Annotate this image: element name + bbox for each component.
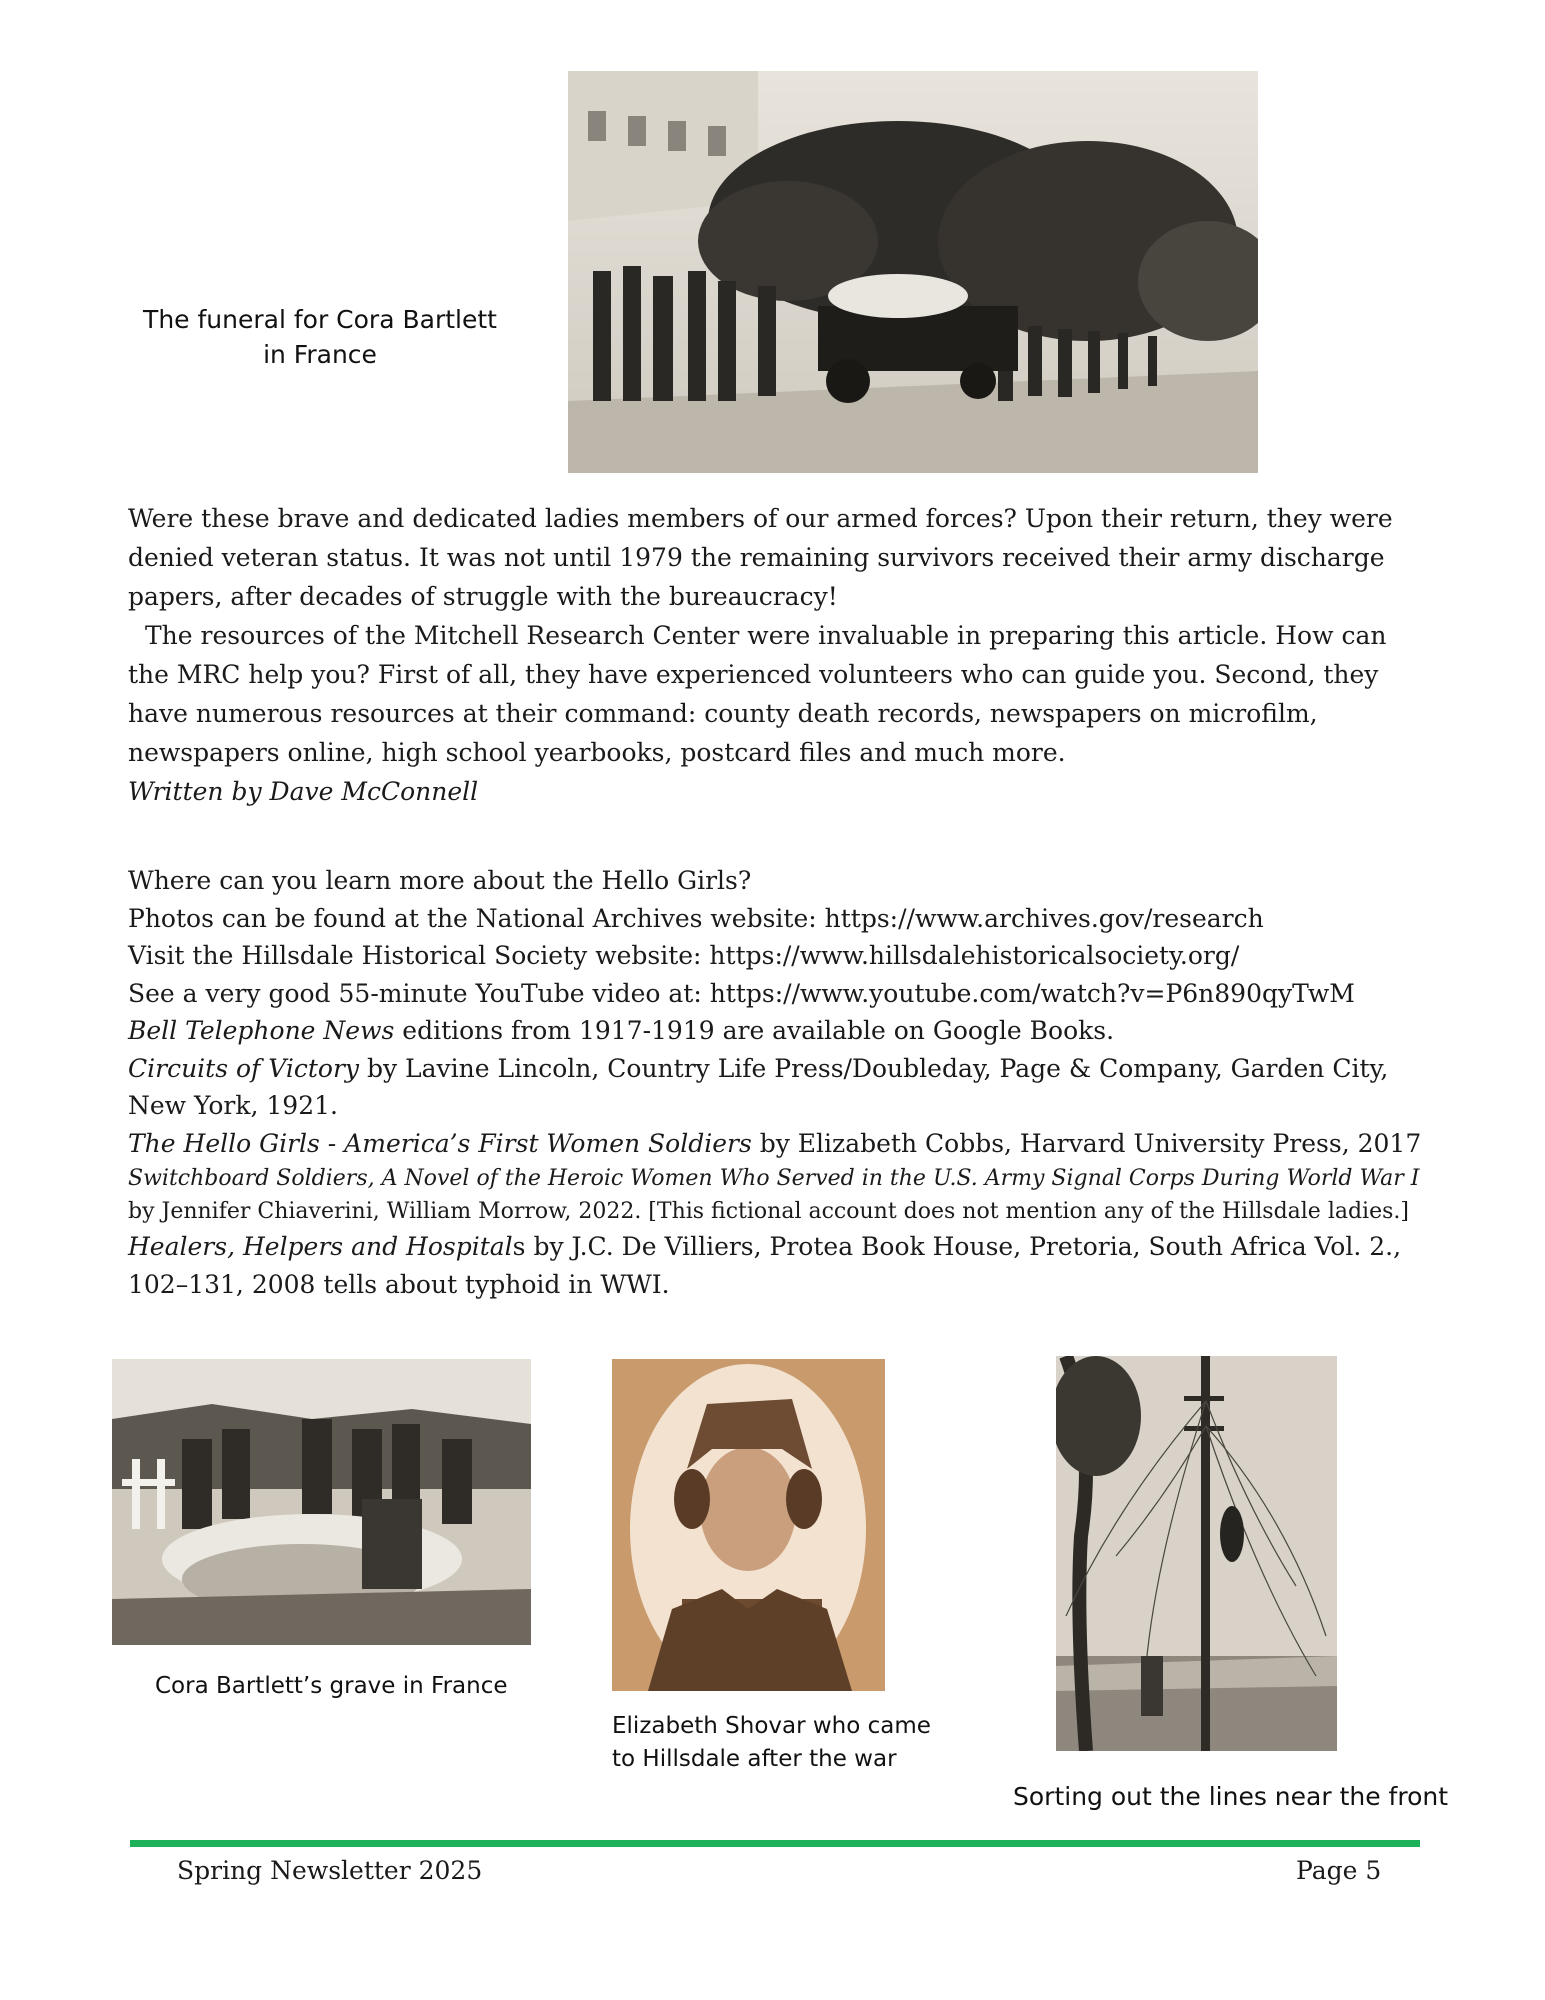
shovar-caption <box>612 1710 931 1776</box>
article-paragraph-2: The resources of the Mitchell Research Center were invaluable in preparing this article. How can the MRC help you? First of all, they have experienced volunteers who can guide you. Second, they have numerous resources at their command: county death records, newspapers on microfilm, newspapers online, high school yearbooks, postcard files and much more. <box>128 621 1387 767</box>
funeral-procession-photo <box>568 71 1258 473</box>
article-body <box>128 499 1428 811</box>
grave-photo <box>112 1359 531 1645</box>
article-paragraph-1: Were these brave and dedicated ladies members of our armed forces? Upon their return, they were denied veteran status. It was not until 1979 the remaining survivors received their army discharge papers, after decades of struggle with the bureaucracy! <box>128 504 1393 611</box>
resource-switchboard-author: by Jennifer Chiaverini, William Morrow, 2022. [This fictional account does not mention any of the Hillsdale ladies.] <box>128 1199 1409 1224</box>
footer-page-number: Page 5 <box>1296 1856 1382 1885</box>
funeral-caption-line1: The funeral for Cora Bartlett <box>143 305 497 334</box>
funeral-caption <box>130 302 510 372</box>
funeral-caption-line2: in France <box>263 340 377 369</box>
resource-society: Visit the Hillsdale Historical Society website: https://www.hillsdalehistoricalsociety.org/ <box>128 941 1240 970</box>
resource-circuits: Circuits of Victory by Lavine Lincoln, Country Life Press/Doubleday, Page & Company, Garden City, New York, 1921. <box>128 1053 1389 1120</box>
lines-caption: Sorting out the lines near the front <box>1013 1782 1449 1811</box>
grave-caption: Cora Bartlett’s grave in France <box>155 1673 508 1699</box>
resource-bell: Bell Telephone News editions from 1917-1919 are available on Google Books. <box>128 1016 1115 1045</box>
resource-hello-girls: The Hello Girls - America’s First Women Soldiers by Elizabeth Cobbs, Harvard University Press, 2017 <box>128 1128 1422 1158</box>
resource-switchboard: Switchboard Soldiers, A Novel of the Heroic Women Who Served in the U.S. Army Signal Corps During World War I <box>128 1166 1420 1191</box>
resources-heading: Where can you learn more about the Hello Girls? <box>128 866 752 895</box>
footer-divider <box>130 1840 1420 1847</box>
telephone-lines-photo <box>1056 1356 1337 1751</box>
article-byline: Written by Dave McConnell <box>128 777 479 806</box>
resource-youtube: See a very good 55-minute YouTube video at: https://www.youtube.com/watch?v=P6n890qyTwM <box>128 978 1355 1008</box>
resource-healers: Healers, Helpers and Hospitals by J.C. De Villiers, Protea Book House, Pretoria, South Africa Vol. 2., 102–131, 2008 tells about typhoid in WWI. <box>128 1232 1402 1299</box>
footer-newsletter-title: Spring Newsletter 2025 <box>177 1856 483 1885</box>
elizabeth-shovar-photo <box>612 1359 885 1691</box>
resources-section <box>128 862 1428 1303</box>
resource-archives: Photos can be found at the National Archives website: https://www.archives.gov/research <box>128 903 1264 933</box>
shovar-caption-line2: to Hillsdale after the war <box>612 1746 897 1772</box>
shovar-caption-line1: Elizabeth Shovar who came <box>612 1713 931 1739</box>
